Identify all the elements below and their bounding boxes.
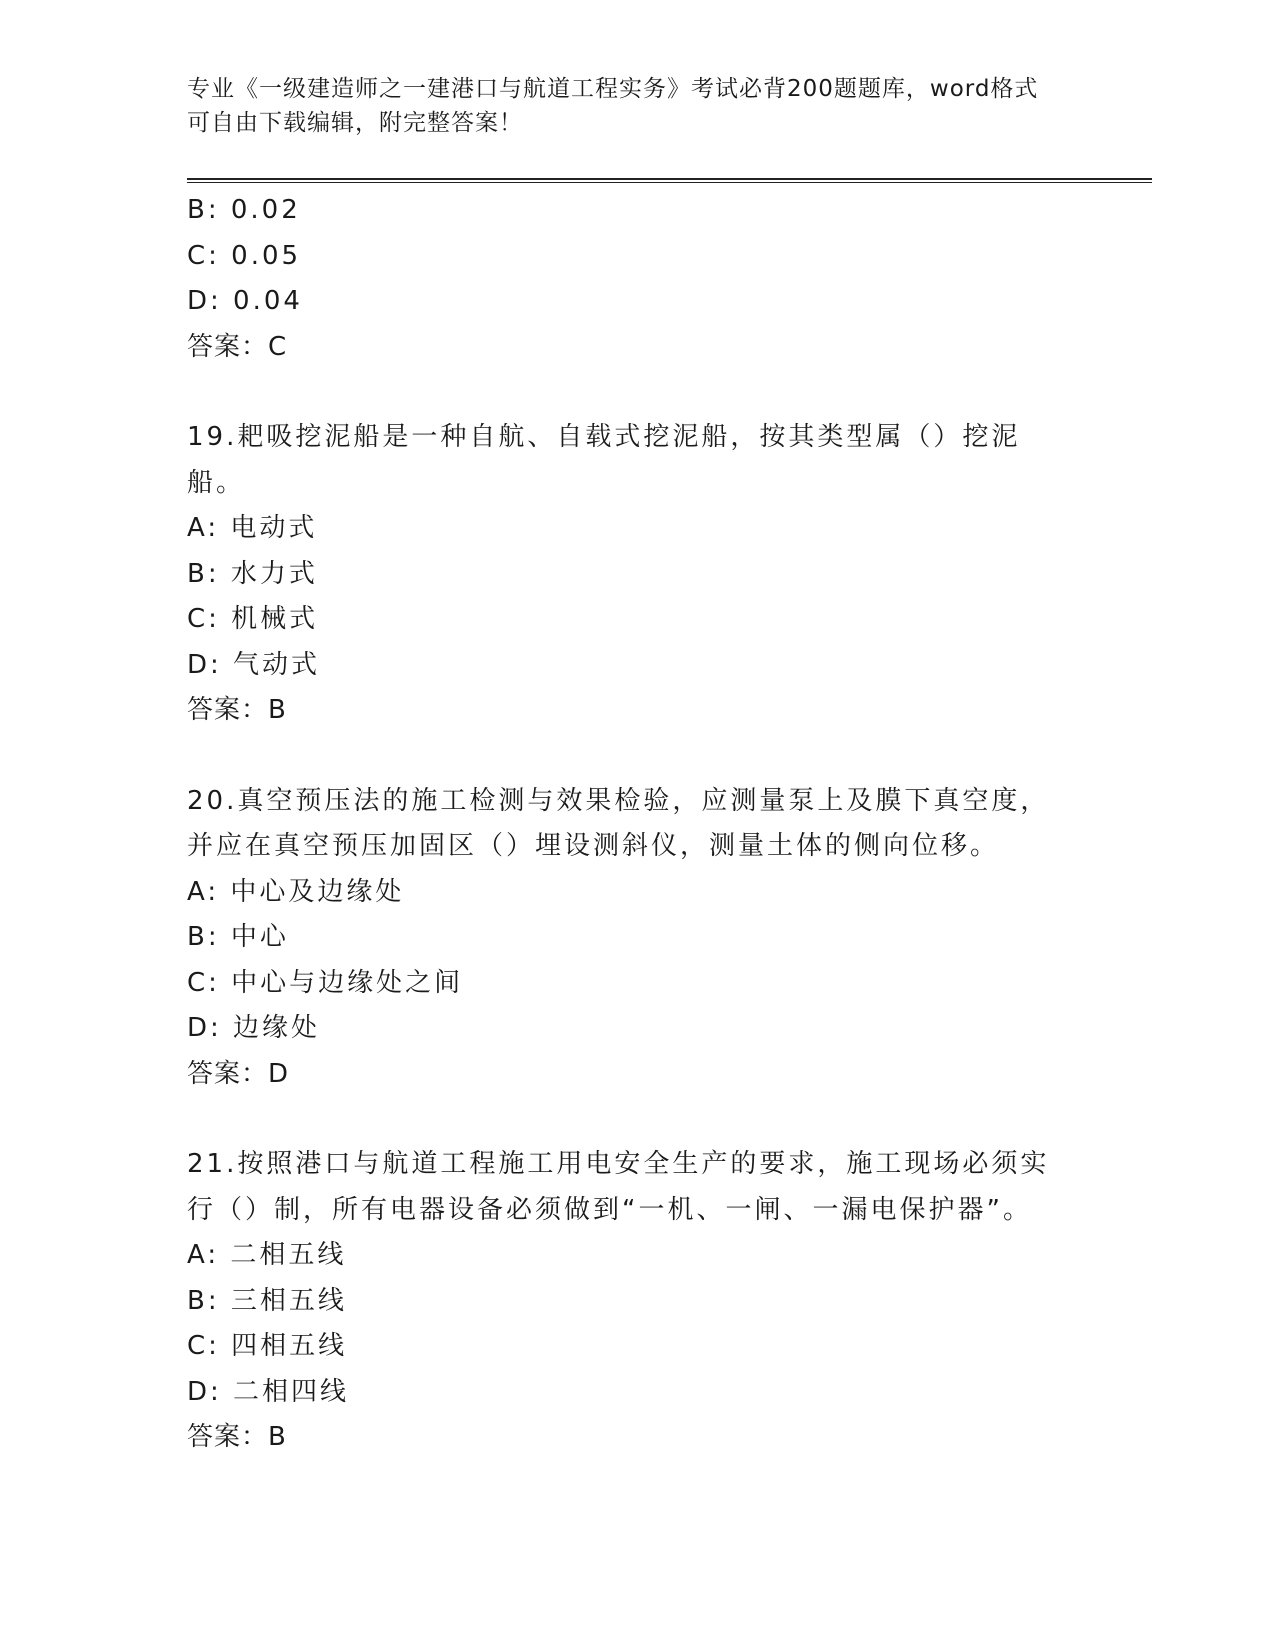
question-stem: 21.按照港口与航道工程施工用电安全生产的要求，施工现场必须实行（）制，所有电器设备必须做到“一机、一闸、一漏电保护器”。 (187, 1149, 1050, 1225)
spacer (187, 370, 1087, 415)
question-18-tail (187, 188, 1087, 370)
option-b: B: 水力式 (187, 558, 318, 589)
spacer (187, 734, 1087, 779)
question-21 (187, 1142, 1087, 1461)
option-d: D: 气动式 (187, 649, 321, 680)
answer-line: 答案：D (187, 1058, 290, 1089)
option-c: C: 中心与边缘处之间 (187, 967, 464, 998)
option-b: B: 中心 (187, 922, 289, 952)
option-d: D: 二相四线 (187, 1376, 350, 1407)
question-20 (187, 779, 1087, 1098)
header-title-line-2: 可自由下载编辑，附完整答案！ (187, 110, 523, 136)
option-c: C: 机械式 (187, 604, 319, 634)
option-b: B: 0.02 (187, 195, 301, 225)
answer-line: 答案：B (187, 1422, 287, 1452)
question-stem: 20.真空预压法的施工检测与效果检验，应测量泵上及膜下真空度，并应在真空预压加固区（）埋设测斜仪，测量土体的侧向位移。 (187, 785, 1050, 861)
option-c: C: 四相五线 (187, 1331, 348, 1361)
answer-line: 答案：B (187, 695, 287, 725)
header-title-line-1: 专业《一级建造师之一建港口与航道工程实务》考试必背200题题库，word格式 (187, 76, 1039, 102)
option-b: B: 三相五线 (187, 1285, 347, 1316)
option-a: A: 中心及边缘处 (187, 876, 405, 907)
question-stem: 19.耙吸挖泥船是一种自航、自载式挖泥船，按其类型属（）挖泥船。 (187, 422, 1021, 498)
option-a: A: 二相五线 (187, 1240, 347, 1270)
question-list (187, 188, 1087, 1461)
option-a: A: 电动式 (187, 513, 318, 543)
question-19 (187, 415, 1087, 734)
header-divider-thin (187, 182, 1152, 183)
option-c: C: 0.05 (187, 240, 302, 271)
spacer (187, 1097, 1087, 1142)
option-d: D: 边缘处 (187, 1013, 321, 1043)
header-divider-thick (187, 178, 1152, 180)
option-d: D: 0.04 (187, 286, 303, 316)
answer-line: 答案：C (187, 331, 288, 362)
document-header (187, 72, 1067, 140)
